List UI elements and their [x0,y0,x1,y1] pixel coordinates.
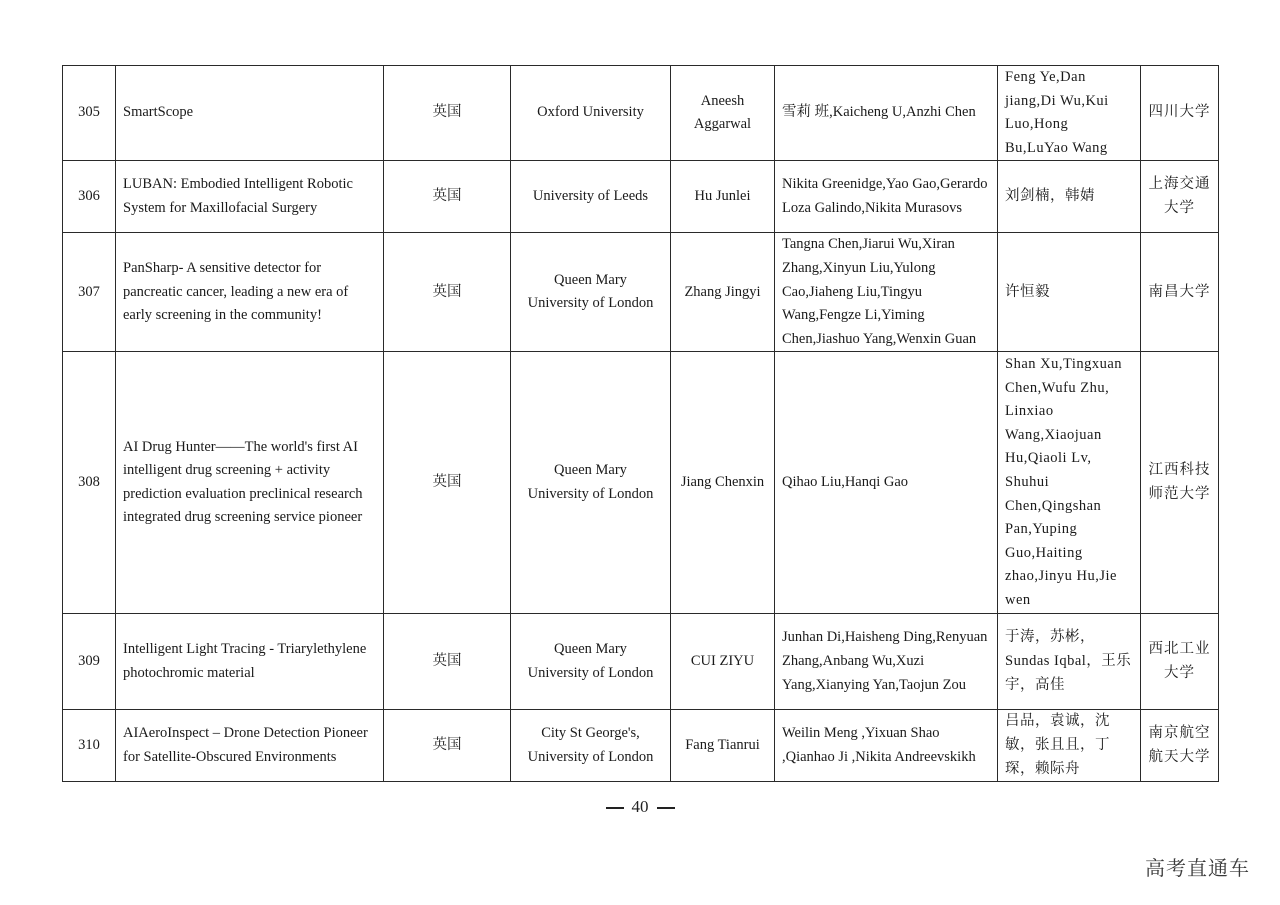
table-row [63,66,1219,161]
team-members: Tangna Chen,Jiarui Wu,Xiran Zhang,Xinyun Liu,Yulong Cao,Jiaheng Liu,Tingyu Wang,Fengze Li,Yiming Chen,Jiashuo Yang,Wenxin Guan [775,233,998,352]
chinese-school: 上海交通大学 [1141,161,1219,233]
supervisor: Zhang Jingyi [671,233,775,352]
country: 英国 [384,233,511,352]
page-number-value: 40 [631,797,649,816]
chinese-team: 刘剑楠，韩婧 [998,161,1141,233]
watermark: 高考直通车 [1145,856,1250,880]
chinese-school: 西北工业大学 [1141,614,1219,710]
table-row [63,161,1219,233]
chinese-team: 吕品，袁诚，沈敏，张且且，丁琛，赖际舟 [998,710,1141,782]
university: University of Leeds [511,161,671,233]
university: Queen Mary University of London [511,352,671,614]
university: City St George's, University of London [511,710,671,782]
project-name: AIAeroInspect – Drone Detection Pioneer for Satellite-Obscured Environments [116,710,384,782]
country: 英国 [384,710,511,782]
table-row [63,352,1219,614]
team-members: Qihao Liu,Hanqi Gao [775,352,998,614]
row-number: 309 [63,614,116,710]
table-row [63,233,1219,352]
team-members: Weilin Meng ,Yixuan Shao ,Qianhao Ji ,Nikita Andreevskikh [775,710,998,782]
supervisor: Aneesh Aggarwal [671,66,775,161]
row-number: 306 [63,161,116,233]
chinese-school: 南京航空航天大学 [1141,710,1219,782]
supervisor: CUI ZIYU [671,614,775,710]
project-name: LUBAN: Embodied Intelligent Robotic System for Maxillofacial Surgery [116,161,384,233]
chinese-team: Shan Xu,Tingxuan Chen,Wufu Zhu, Linxiao Wang,Xiaojuan Hu,Qiaoli Lv, Shuhui Chen,Qingshan Pan,Yuping Guo,Haiting zhao,Jinyu Hu,Jie wen [998,352,1141,614]
project-name: SmartScope [116,66,384,161]
university: Queen Mary University of London [511,233,671,352]
country: 英国 [384,66,511,161]
team-members: Junhan Di,Haisheng Ding,Renyuan Zhang,Anbang Wu,Xuzi Yang,Xianying Yan,Taojun Zou [775,614,998,710]
team-members: Nikita Greenidge,Yao Gao,Gerardo Loza Galindo,Nikita Murasovs [775,161,998,233]
supervisor: Hu Junlei [671,161,775,233]
page-number [0,797,1280,817]
row-number: 305 [63,66,116,161]
project-name: Intelligent Light Tracing - Triarylethylene photochromic material [116,614,384,710]
team-members: 雪莉 班,Kaicheng U,Anzhi Chen [775,66,998,161]
country: 英国 [384,352,511,614]
chinese-school: 四川大学 [1141,66,1219,161]
supervisor: Jiang Chenxin [671,352,775,614]
table-row [63,614,1219,710]
chinese-team: 于涛，苏彬，Sundas Iqbal，王乐宇，高佳 [998,614,1141,710]
page-number-right-dash [657,807,675,809]
university: Queen Mary University of London [511,614,671,710]
project-name: AI Drug Hunter——The world's first AI intelligent drug screening + activity prediction evaluation preclinical research integrated drug screening service pioneer [116,352,384,614]
table-row [63,710,1219,782]
chinese-school: 南昌大学 [1141,233,1219,352]
document-table-container [62,65,1218,782]
chinese-team: 许恒毅 [998,233,1141,352]
projects-table [62,65,1219,782]
chinese-team: Feng Ye,Dan jiang,Di Wu,Kui Luo,Hong Bu,LuYao Wang [998,66,1141,161]
project-name: PanSharp- A sensitive detector for pancreatic cancer, leading a new era of early screening in the community! [116,233,384,352]
country: 英国 [384,161,511,233]
country: 英国 [384,614,511,710]
row-number: 310 [63,710,116,782]
supervisor: Fang Tianrui [671,710,775,782]
chinese-school: 江西科技师范大学 [1141,352,1219,614]
page-number-left-dash [606,807,624,809]
row-number: 308 [63,352,116,614]
row-number: 307 [63,233,116,352]
university: Oxford University [511,66,671,161]
